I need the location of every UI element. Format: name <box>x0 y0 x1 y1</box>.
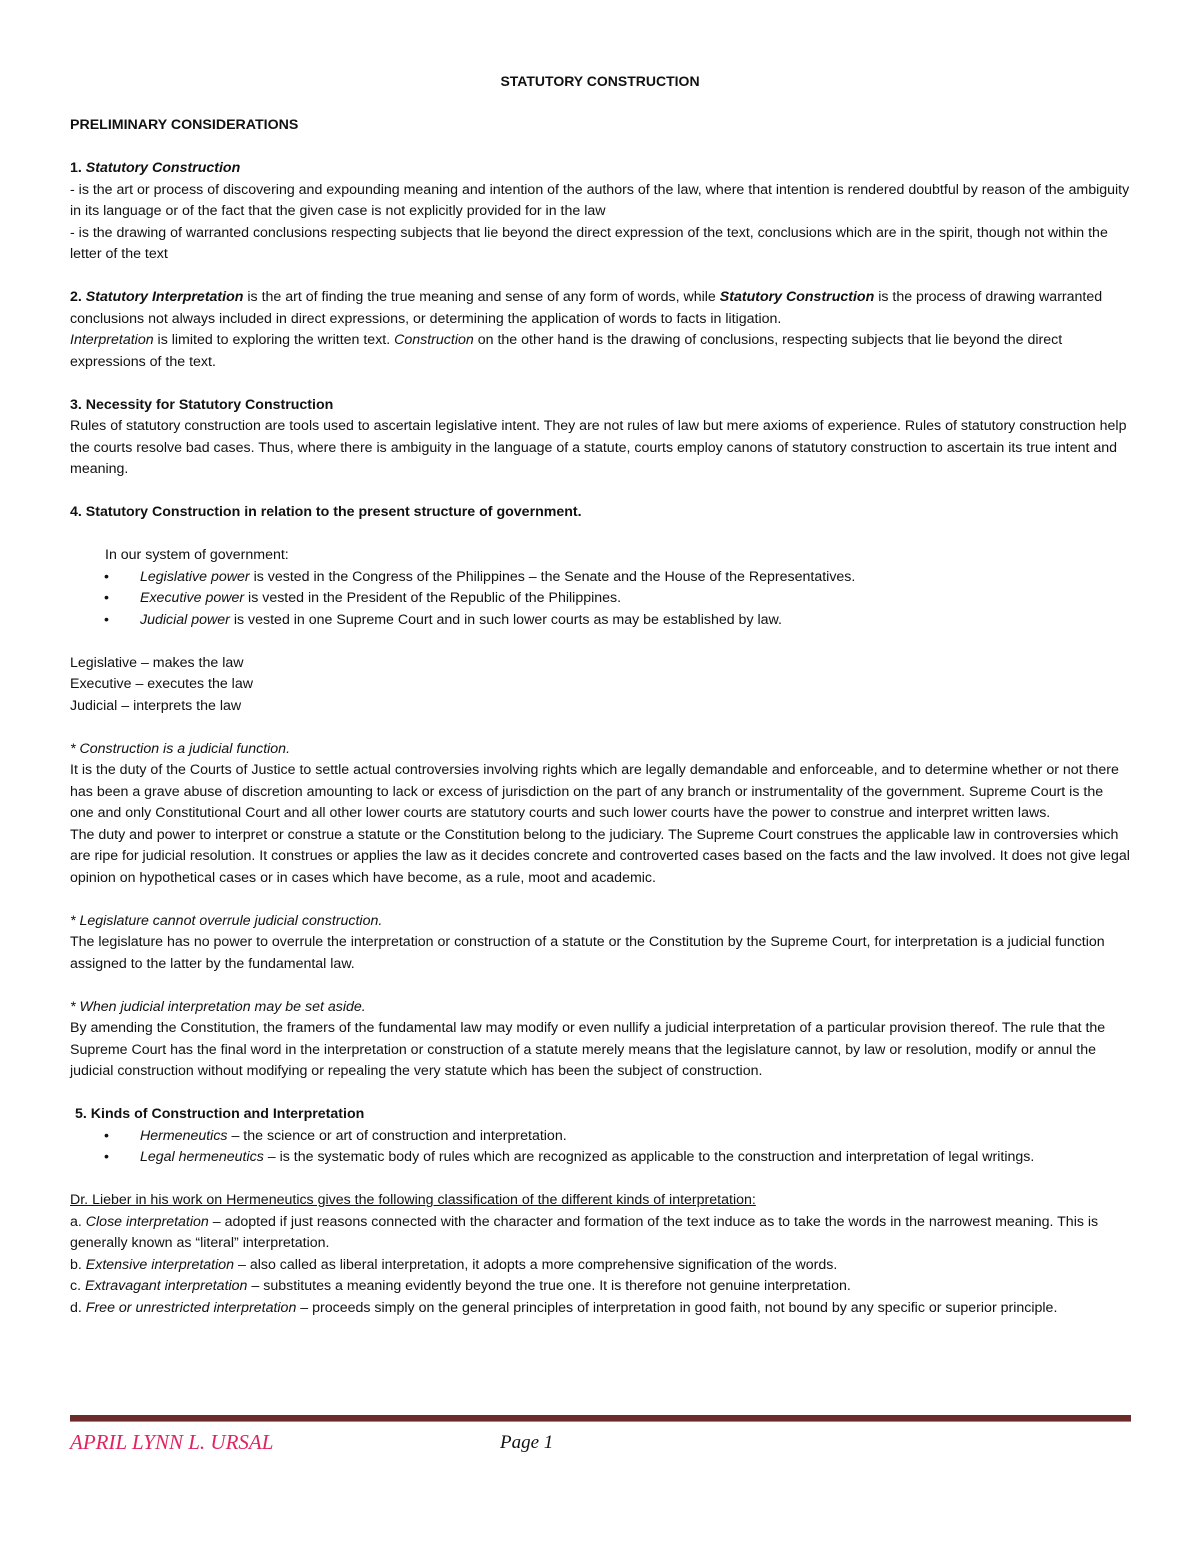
branch-line: Executive – executes the law <box>70 676 253 692</box>
note-heading: * When judicial interpretation may be set aside. <box>70 998 366 1015</box>
footer-rule <box>70 1415 1131 1422</box>
lieber-intro: Dr. Lieber in his work on Hermeneutics gives the following classification of the different kinds of interpretation: <box>70 1192 756 1208</box>
kind-item: d. Free or unrestricted interpretation – proceeds simply on the general principles of interpretation in good faith, not bound by any specific or superior principle. <box>70 1299 1058 1316</box>
kind-item: b. Extensive interpretation – also called as liberal interpretation, it adopts a more comprehensive signification of the words. <box>70 1256 838 1273</box>
list-item: • Legislative power is vested in the Congress of the Philippines – the Senate and the House of the Representatives. <box>102 567 1130 589</box>
s5-heading: 5. Kinds of Construction and Interpretation <box>75 1106 365 1122</box>
note-heading: * Legislature cannot overrule judicial construction. <box>70 912 383 929</box>
list-item: • Legal hermeneutics – is the systematic body of rules which are recognized as applicable to the construction and interpretation of legal writings. <box>102 1147 1130 1169</box>
s4-intro: In our system of government: <box>105 547 289 563</box>
s2-paragraph: 2. Statutory Interpretation is the art of finding the true meaning and sense of any form of words, while Statutory Construction is the process of drawing warranted conclusions not always included in direct expressions, or determining the application of words to facts in litigation. Interpretation is limited to exploring the written text. Construction on the other hand is the drawing of conclusions, respecting subjects that lie beyond the direct expressions of the text. <box>70 289 1103 370</box>
document-body <box>70 115 1130 1319</box>
note-paragraph: The duty and power to interpret or construe a statute or the Constitution belong to the judiciary. The Supreme Court construes the applicable law in controversies which are ripe for judicial resolution. It construes or applies the law as it decides concrete and controverted cases based on the facts and the law involved. It does not give legal opinion on hypothetical cases or in cases which have become, as a rule, moot and academic. <box>70 826 1130 886</box>
note-paragraph: By amending the Constitution, the framers of the fundamental law may modify or even nullify a judicial interpretation of a particular provision thereof. The rule that the Supreme Court has the final word in the interpretation or construction of a statute merely means that the legislature cannot, by law or resolution, modify or annul the judicial construction without modifying or repealing the very statute which has been the subject of construction. <box>70 1020 1106 1079</box>
document-title: STATUTORY CONSTRUCTION <box>500 73 700 89</box>
s1-heading: 1. Statutory Construction <box>70 160 241 176</box>
s1-paragraph-1: - is the art or process of discovering and expounding meaning and intention of the authors of the law, where that intention is rendered doubtful by reason of the ambiguity in its language or of the fact that the given case is not explicitly provided for in the law <box>70 181 1130 219</box>
list-item: • Judicial power is vested in one Supreme Court and in such lower courts as may be established by law. <box>102 610 1130 632</box>
footer-author: APRIL LYNN L. URSAL <box>70 1430 274 1454</box>
note-heading: * Construction is a judicial function. <box>70 740 291 757</box>
s5-bullet-list <box>70 1126 1130 1169</box>
list-item: • Hermeneutics – the science or art of construction and interpretation. <box>102 1126 1130 1148</box>
branch-line: Legislative – makes the law <box>70 654 244 671</box>
kind-item: c. Extravagant interpretation – substitutes a meaning evidently beyond the true one. It is therefore not genuine interpretation. <box>70 1278 851 1294</box>
branch-line: Judicial – interprets the law <box>70 697 242 714</box>
footer-page-number: Page 1 <box>500 1432 554 1453</box>
s3-paragraph: Rules of statutory construction are tools used to ascertain legislative intent. They are not rules of law but mere axioms of experience. Rules of statutory construction help the courts resolve bad cases. Thus, where there is ambiguity in the language of a statute, courts employ canons of statutory construction to ascertain its true intent and meaning. <box>70 418 1127 477</box>
section-heading: PRELIMINARY CONSIDERATIONS <box>70 117 299 133</box>
s4-bullet-list <box>70 567 1130 632</box>
note-paragraph: The legislature has no power to overrule the interpretation or construction of a statute or the Constitution by the Supreme Court, for interpretation is a judicial function assigned to the latter by the fundamental law. <box>70 934 1105 972</box>
s4-heading: 4. Statutory Construction in relation to the present structure of government. <box>70 504 582 520</box>
list-item: • Executive power is vested in the President of the Republic of the Philippines. <box>102 588 1130 610</box>
note-paragraph: It is the duty of the Courts of Justice to settle actual controversies involving rights which are legally demandable and enforceable, and to determine whether or not there has been a grave abuse of discretion amounting to lack or excess of jurisdiction on the part of any branch or instrumentality of the government. Supreme Court is the one and only Constitutional Court and all other lower courts are statutory courts and such lower courts have the power to construe and interpret written laws. <box>70 762 1119 821</box>
s1-paragraph-2: - is the drawing of warranted conclusions respecting subjects that lie beyond the direct expression of the text, conclusions which are in the spirit, though not within the letter of the text <box>70 224 1108 262</box>
s3-heading: 3. Necessity for Statutory Construction <box>70 396 334 413</box>
kind-item: a. Close interpretation – adopted if just reasons connected with the character and formation of the text induce as to take the words in the narrowest meaning. This is generally known as “literal” interpretation. <box>70 1213 1099 1251</box>
